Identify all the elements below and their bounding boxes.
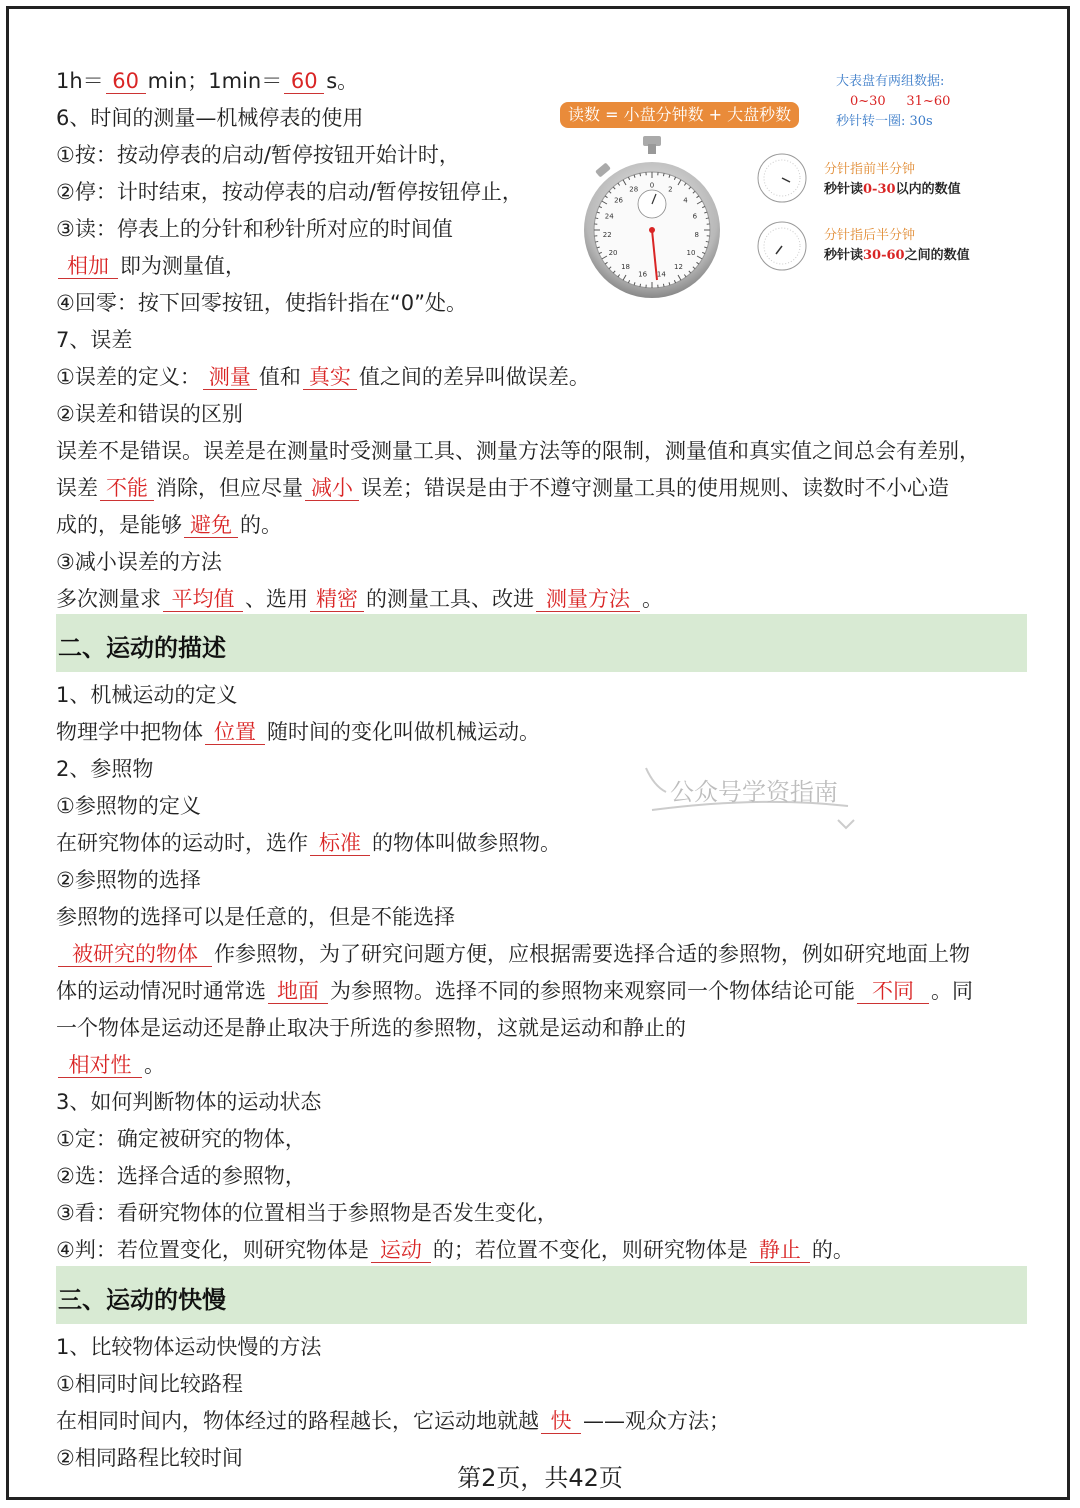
text-line: [56, 867, 201, 893]
text-line: [56, 1371, 243, 1397]
text-segment: ③读：停表上的分针和秒针所对应的时间值: [56, 217, 453, 241]
answer-blank: 快: [541, 1409, 581, 1434]
dial-number: 22: [602, 231, 612, 240]
text-line: [56, 682, 237, 708]
section-band-2: [56, 614, 1027, 672]
text-line: [56, 549, 222, 575]
dial-number: 28: [629, 185, 639, 194]
text-line: [56, 179, 523, 205]
dial-number: 4: [683, 196, 688, 205]
text-segment: 为参照物。选择不同的参照物来观察同一个物体结论可能: [330, 979, 855, 1003]
dial-number: 14: [656, 270, 666, 279]
answer-blank: 静止: [750, 1238, 810, 1263]
watermark: 公众号学资指南: [640, 762, 880, 842]
text-segment: 、选用: [245, 587, 308, 611]
dial-number: 20: [608, 249, 618, 257]
text-segment: 即为测量值，: [120, 254, 246, 278]
stopwatch-illustration: [582, 132, 732, 302]
text-segment: ②相同路程比较时间: [56, 1446, 243, 1470]
text-segment: ①相同时间比较路程: [56, 1372, 243, 1396]
dial-number: 12: [673, 262, 683, 271]
text-line: [56, 1408, 730, 1434]
text-line: [56, 475, 949, 501]
text-segment: ③看：看研究物体的位置相当于参照物是否发生变化，: [56, 1201, 558, 1225]
text-segment: 值之间的差异叫做误差。: [358, 365, 590, 389]
text-segment: ②参照物的选择: [56, 868, 201, 892]
text-segment: s。: [326, 69, 359, 93]
text-segment: ①按：按动停表的启动/暂停按钮开始计时，: [56, 143, 460, 167]
text-segment: 参照物的选择可以是任意的，但是不能选择: [56, 905, 455, 929]
text-segment: ②停：计时结束，按动停表的启动/暂停按钮停止，: [56, 180, 523, 204]
dial-number: 0: [649, 181, 655, 190]
reading-formula: 读数 = 小盘分钟数 + 大盘秒数: [560, 102, 799, 128]
text-line: [56, 142, 460, 168]
text-line: [56, 904, 455, 930]
text-segment: ②误差和错误的区别: [56, 402, 243, 426]
text-segment: 物理学中把物体: [56, 720, 203, 744]
text-segment: 的物体叫做参照物。: [372, 831, 561, 855]
text-segment: 1、机械运动的定义: [56, 683, 238, 707]
text-line: [56, 1163, 306, 1189]
dial-number: 26: [614, 196, 624, 205]
text-line: [56, 1052, 165, 1078]
dial-number: 18: [621, 262, 631, 271]
text-segment: 误差: [56, 476, 98, 500]
back-half-note: 分针指后半分钟 秒针读30-60之间的数值: [824, 228, 970, 263]
text-segment: 随时间的变化叫做机械运动。: [267, 720, 540, 744]
answer-blank: 平均值: [163, 587, 243, 612]
answer-blank: 60: [106, 69, 146, 94]
stopwatch-figure: [556, 48, 986, 310]
text-segment: ①误差的定义：: [56, 365, 201, 389]
dial-number: 16: [638, 270, 648, 279]
text-segment: ④判：若位置变化，则研究物体是: [56, 1238, 369, 1262]
text-line: [56, 1015, 686, 1041]
text-line: [56, 1237, 854, 1263]
answer-blank: 运动: [371, 1238, 431, 1263]
dial-number: 8: [694, 231, 699, 240]
text-line: [56, 401, 243, 427]
answer-blank: 真实: [303, 365, 357, 390]
text-segment: 在相同时间内，物体经过的路程越长，它运动地就越: [56, 1409, 539, 1433]
answer-blank: 不同: [857, 979, 929, 1004]
text-segment: ①定：确定被研究的物体，: [56, 1127, 306, 1151]
dial-number: 6: [692, 212, 698, 221]
text-line: [56, 105, 363, 131]
text-line: [56, 586, 663, 612]
small-dial-front-icon: [756, 152, 808, 204]
section-title-motion-description: 二、运动的描述: [58, 634, 226, 662]
text-segment: 1、比较物体运动快慢的方法: [56, 1335, 322, 1359]
text-segment: ②选：选择合适的参照物，: [56, 1164, 306, 1188]
text-line: [56, 68, 358, 94]
text-segment: 。同: [931, 979, 973, 1003]
text-line: [56, 253, 246, 279]
text-line: [56, 1200, 558, 1226]
answer-blank: 测量方法: [536, 587, 640, 612]
section-band-3: [56, 1266, 1027, 1324]
text-segment: ①参照物的定义: [56, 794, 201, 818]
text-line: [56, 793, 201, 819]
text-segment: 3、如何判断物体的运动状态: [56, 1090, 322, 1114]
text-segment: min；1min＝: [147, 69, 283, 93]
text-line: [56, 216, 453, 242]
answer-blank: 避免: [184, 513, 238, 538]
text-segment: 体的运动情况时通常选: [56, 979, 266, 1003]
text-segment: ④回零：按下回零按钮，使指针指在“0”处。: [56, 291, 467, 315]
text-line: [56, 978, 973, 1004]
text-segment: 的测量工具、改进: [366, 587, 534, 611]
text-line: [56, 512, 282, 538]
answer-blank: 相对性: [58, 1053, 142, 1078]
answer-blank: 地面: [268, 979, 328, 1004]
text-segment: 一个物体是运动还是静止取决于所选的参照物，这就是运动和静止的: [56, 1016, 686, 1040]
text-segment: 的。: [811, 1238, 854, 1262]
dial-number: 10: [686, 249, 696, 257]
text-segment: 7、误差: [56, 328, 133, 352]
text-segment: 误差；错误是由于不遵守测量工具的使用规则、读数时不小心造: [361, 476, 949, 500]
answer-blank: 测量: [203, 365, 257, 390]
text-line: [56, 327, 132, 353]
dial-number: 24: [604, 212, 614, 221]
text-segment: 1h＝: [56, 69, 104, 93]
answer-blank: 不能: [100, 476, 154, 501]
text-segment: 的。: [240, 513, 282, 537]
text-segment: 值和: [258, 365, 301, 389]
text-segment: 误差不是错误。误差是在测量时受测量工具、测量方法等的限制，测量值和真实值之间总会有差别，: [56, 439, 980, 463]
answer-blank: 60: [284, 69, 324, 94]
dial-number: 2: [668, 185, 673, 194]
answer-blank: 精密: [310, 587, 364, 612]
text-line: [56, 364, 590, 390]
text-segment: 6、时间的测量—机械停表的使用: [56, 106, 364, 130]
text-line: [56, 290, 467, 316]
page-footer: 第2页，共42页: [457, 1464, 623, 1492]
text-line: [56, 719, 540, 745]
text-segment: 2、参照物: [56, 757, 154, 781]
text-segment: ——观众方法；: [583, 1409, 730, 1433]
text-segment: 多次测量求: [56, 587, 161, 611]
front-half-note: 分针指前半分钟 秒针读0-30以内的数值: [824, 162, 961, 197]
answer-blank: 位置: [205, 720, 265, 745]
text-segment: 。: [642, 587, 663, 611]
answer-blank: 标准: [310, 831, 370, 856]
text-line: [56, 830, 561, 856]
text-segment: 的；若位置不变化，则研究物体是: [432, 1238, 748, 1262]
text-segment: 在研究物体的运动时，选作: [56, 831, 308, 855]
text-segment: 作参照物，为了研究问题方便，应根据需要选择合适的参照物，例如研究地面上物: [214, 942, 970, 966]
text-segment: 消除，但应尽量: [156, 476, 303, 500]
answer-blank: 相加: [58, 254, 118, 279]
answer-blank: 被研究的物体: [58, 942, 212, 967]
small-dial-back-icon: [756, 220, 808, 272]
text-segment: 。: [144, 1053, 165, 1077]
answer-blank: 减小: [305, 476, 359, 501]
dial-note: 大表盘有两组数据: 0~30 31~60 秒针转一圈: 30s: [836, 74, 951, 129]
text-segment: ③减小误差的方法: [56, 550, 222, 574]
section-title-motion-speed: 三、运动的快慢: [58, 1286, 226, 1314]
text-line: [56, 438, 980, 464]
text-line: [56, 756, 153, 782]
text-line: [56, 1089, 321, 1115]
text-line: [56, 941, 970, 967]
text-line: [56, 1126, 306, 1152]
text-segment: 成的，是能够: [56, 513, 182, 537]
text-line: [56, 1334, 321, 1360]
